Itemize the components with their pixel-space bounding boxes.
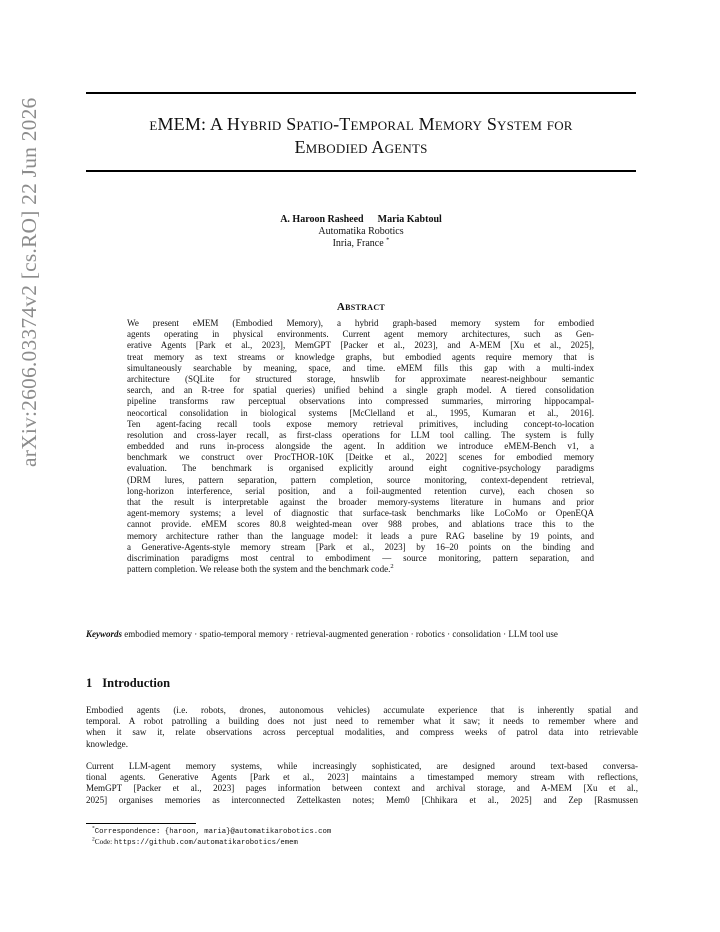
author-affiliation: Automatika Robotics xyxy=(318,226,404,237)
title-line-1: eMEM: A Hybrid Spatio-Temporal Memory System for xyxy=(149,114,573,134)
paragraph-line: Current LLM-agent memory systems, while increasingly sophisticated, are designed around text-based conversa- xyxy=(86,761,638,771)
abstract-line: cannot provide. eMEM scores 80.8 weighted-mean over 988 probes, and ablations trace this to the xyxy=(127,519,594,530)
footnote-divider xyxy=(86,823,196,824)
abstract-line: treat memory as text streams or knowledge graphs, but embodied agents require memory that is xyxy=(127,351,594,362)
author-name-1: A. Haroon Rasheed xyxy=(280,214,364,225)
abstract-line: evaluation. The benchmark is organised explicitly around eight cognitive-psychology paradigms xyxy=(127,463,594,474)
footnote-marker-correspondence: * xyxy=(386,236,390,244)
abstract-line: a Generative-Agents-style memory stream [Park et al., 2023] by 16–20 points on the binding and xyxy=(127,541,594,552)
footnote-marker: * xyxy=(92,825,95,832)
paragraph-line: 2025] organises memories as interconnected Zettelkasten notes; Mem0 [Chhikara et al., 2025] and Zep [Rasmussen xyxy=(86,794,638,805)
abstract-line: erative Agents [Park et al., 2023], MemGPT [Packer et al., 2023], and A-MEM [Xu et al., 2025], xyxy=(127,340,594,351)
keywords-text: embodied memory · spatio-temporal memory · retrieval-augmented generation · robotics · consolidation · LLM tool use xyxy=(124,629,558,639)
abstract-line: agent-memory systems; a level of diagnostic that surface-task benchmarks like LoCoMo or OpenEQA xyxy=(127,508,594,519)
footnote-marker-code: 2 xyxy=(390,563,394,571)
abstract-line: memory architecture rather than the language model: it leads a pure RAG baseline by 19 points, and xyxy=(127,530,594,541)
abstract-line: architecture (SQLite for structured storage, hnswlib for approximate nearest-neighbour semantic xyxy=(127,373,594,384)
code-repository-link[interactable]: https://github.com/automatikarobotics/emem xyxy=(114,839,298,848)
abstract-line: simultaneously searchable by meaning, space, and time. eMEM fills this gap with a multi-index xyxy=(127,362,594,373)
abstract-line: pattern completion. We release both the system and the benchmark code. xyxy=(127,564,391,575)
abstract-line: embedded and runs in-process alongside the agent. In addition we introduce eMEM-Bench v1, a xyxy=(127,441,594,452)
abstract-line: benchmark we construct over ProcTHOR-10K [Deitke et al., 2022] scenes for embodied memory xyxy=(127,452,594,463)
footnote-text: Correspondence: {haroon, maria}@automatikarobotics.com xyxy=(94,828,332,836)
author-location: Inria, France xyxy=(332,238,384,249)
title-rule-bottom xyxy=(86,170,636,172)
paragraph-line: Embodied agents (i.e. robots, drones, autonomous vehicles) accumulate experience that is inherently spatial and xyxy=(86,705,638,715)
footnote-correspondence xyxy=(92,826,331,837)
section-number: 1 xyxy=(86,676,93,690)
title-rule-top xyxy=(86,92,636,94)
title-line-2: Embodied Agents xyxy=(294,137,428,157)
author-block xyxy=(86,214,636,250)
keywords-label: Keywords xyxy=(86,629,122,639)
abstract-line: (DRM lures, pattern separation, pattern completion, source monitoring, context-dependent retrieval, xyxy=(127,474,594,485)
footnote-code xyxy=(92,837,331,848)
footnotes xyxy=(92,826,331,849)
intro-paragraph-1 xyxy=(86,705,638,750)
paragraph-line: knowledge. xyxy=(86,738,128,749)
abstract-line: resolution and cross-layer recall, as first-class operations for LLM tool calling. The system is fully xyxy=(127,429,594,440)
abstract-line: that the result is interpretable against the broader memory-systems literature in humans and prior xyxy=(127,497,594,507)
footnote-marker: 2 xyxy=(92,836,95,843)
section-title: Introduction xyxy=(102,676,171,690)
paragraph-line: temporal. A robot patrolling a building does not just need to remember what it saw; it needs to remember where and xyxy=(86,716,638,727)
abstract-line: discrimination paradigms most central to embodiment — source monitoring, pattern separation, and xyxy=(127,552,594,563)
footnote-prefix: Code: xyxy=(94,837,115,847)
abstract-body xyxy=(127,318,594,575)
abstract-line: pipeline transforms raw perceptual observations into compressed summaries, mirroring hippocampal- xyxy=(127,396,594,407)
abstract-line: neocortical consolidation in biological systems [McClelland et al., 1995, Kumaran et al., 2016]. xyxy=(127,407,594,418)
keywords-block xyxy=(86,629,638,640)
paragraph-line: tional agents. Generative Agents [Park et al., 2023] maintains a timestamped memory stream with reflections, xyxy=(86,772,638,783)
abstract-last-line xyxy=(127,564,594,575)
section-heading-introduction xyxy=(86,676,170,691)
arxiv-identifier-stamp: arXiv:2606.03374v2 [cs.RO] 22 Jun 2026 xyxy=(17,97,41,467)
abstract-line: long-horizon interference, serial position, and a foil-augmented retention curve), each chosen so xyxy=(127,485,594,496)
author-location-line xyxy=(86,238,636,250)
abstract-line: Ten agent-facing recall tools expose memory retrieval primitives, including concept-to-location xyxy=(127,418,594,429)
author-names xyxy=(86,214,636,226)
author-name-2: Maria Kabtoul xyxy=(377,214,442,225)
paragraph-line: when it saw it, relate observations across perceptual modalities, and compress weeks of patrol data into retrievable xyxy=(86,727,638,738)
abstract-line: search, and an R-tree for spatial queries) unified behind a single graph model. A tiered consolidation xyxy=(127,385,594,396)
paragraph-line: MemGPT [Packer et al., 2023] pages information between context and archival storage, and A-MEM [Xu et al., xyxy=(86,783,638,794)
abstract-heading: Abstract xyxy=(336,301,386,313)
intro-paragraph-2 xyxy=(86,761,638,806)
abstract-line: We present eMEM (Embodied Memory), a hybrid graph-based memory system for embodied xyxy=(127,318,594,328)
abstract-line: agents operating in physical environments. Current agent memory architectures, such as Gen- xyxy=(127,329,594,340)
paper-title xyxy=(86,113,636,159)
